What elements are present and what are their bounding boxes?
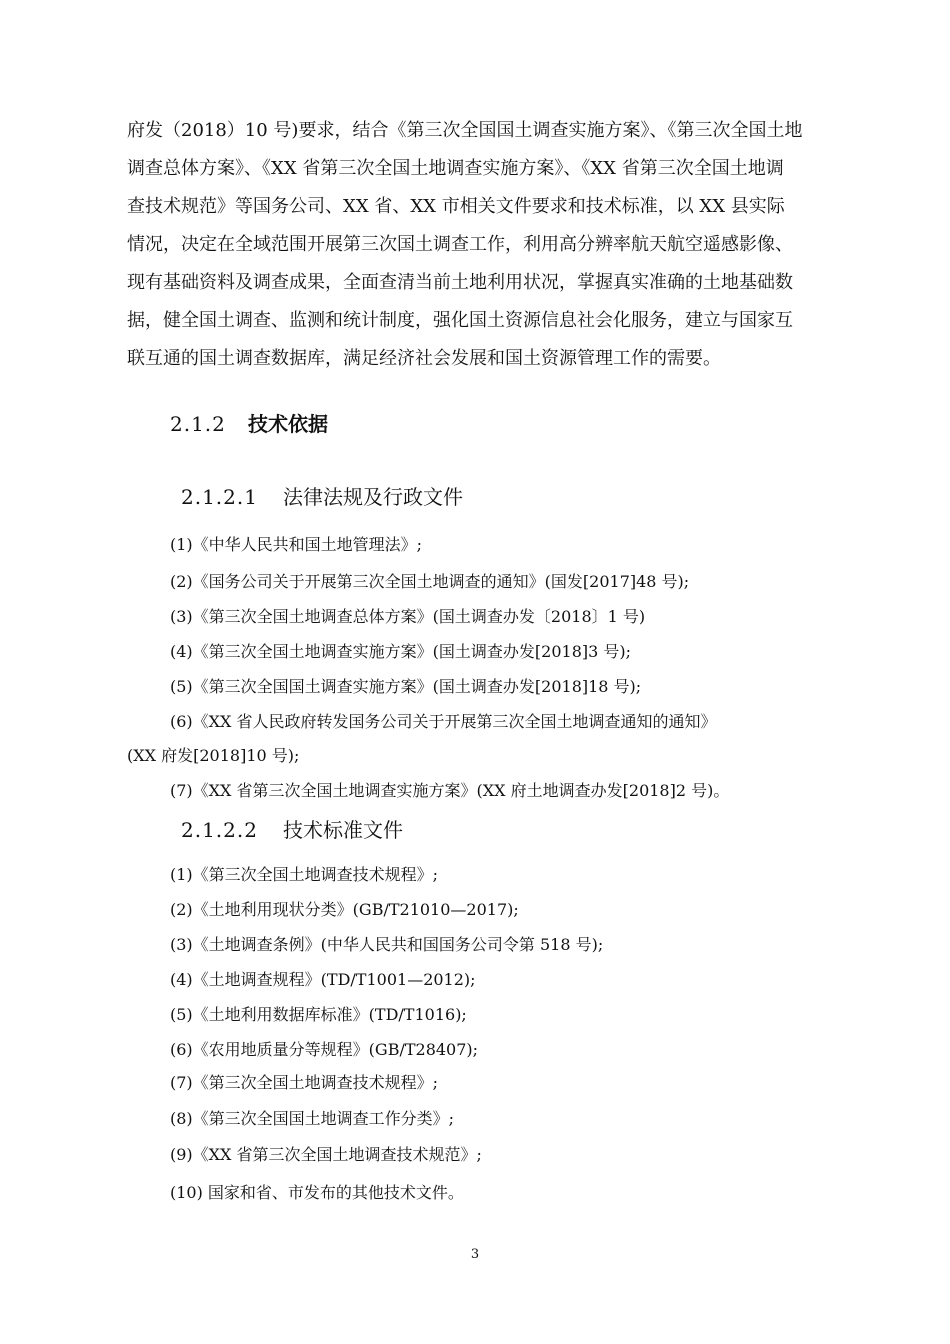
tech-item-2: (2)《土地利用现状分类》(GB/T21010—2017); <box>170 900 519 919</box>
intro-line-1: 府发（2018）10 号)要求，结合《第三次全国国土调查实施方案》、《第三次全国土地 <box>127 120 803 141</box>
section-title: 技术依据 <box>248 412 328 436</box>
section-title: 法律法规及行政文件 <box>283 485 463 509</box>
section-heading-2-1-2-1 <box>181 481 463 510</box>
legal-item-6: (6)《XX 省人民政府转发国务公司关于开展第三次全国土地调查通知的通知》 <box>170 712 717 731</box>
tech-item-10: (10) 国家和省、市发布的其他技术文件。 <box>170 1183 464 1202</box>
tech-item-7: (7)《第三次全国土地调查技术规程》; <box>170 1073 439 1092</box>
tech-item-5: (5)《土地利用数据库标准》(TD/T1016); <box>170 1005 467 1024</box>
intro-line-4: 情况，决定在全域范围开展第三次国土调查工作，利用高分辨率航天航空遥感影像、 <box>127 234 793 255</box>
legal-item-5: (5)《第三次全国国土调查实施方案》(国土调查办发[2018]18 号); <box>170 677 642 696</box>
intro-line-3: 查技术规范》等国务公司、XX 省、XX 市相关文件要求和技术标准，以 XX 县实际 <box>127 196 785 217</box>
legal-item-6-continued: (XX 府发[2018]10 号); <box>127 746 300 765</box>
section-title: 技术标准文件 <box>283 818 403 842</box>
legal-item-1: (1)《中华人民共和国土地管理法》; <box>170 535 423 554</box>
intro-line-5: 现有基础资料及调查成果，全面查清当前土地利用状况，掌握真实准确的土地基础数 <box>127 272 793 293</box>
section-heading-2-1-2-2 <box>181 814 403 843</box>
legal-item-3: (3)《第三次全国土地调查总体方案》(国土调查办发〔2018〕1 号) <box>170 607 646 626</box>
tech-item-9: (9)《XX 省第三次全国土地调查技术规范》; <box>170 1145 482 1164</box>
intro-line-2: 调查总体方案》、《XX 省第三次全国土地调查实施方案》、《XX 省第三次全国土地调 <box>127 158 784 179</box>
page-number: 3 <box>470 1247 480 1262</box>
intro-line-7: 联互通的国土调查数据库，满足经济社会发展和国土资源管理工作的需要。 <box>127 348 721 369</box>
legal-item-2: (2)《国务公司关于开展第三次全国土地调查的通知》(国发[2017]48 号); <box>170 572 690 591</box>
tech-item-6: (6)《农用地质量分等规程》(GB/T28407); <box>170 1040 479 1059</box>
tech-item-1: (1)《第三次全国土地调查技术规程》; <box>170 865 439 884</box>
tech-item-8: (8)《第三次全国国土地调查工作分类》; <box>170 1109 455 1128</box>
tech-item-4: (4)《土地调查规程》(TD/T1001—2012); <box>170 970 476 989</box>
section-number: 2.1.2 <box>170 412 226 436</box>
legal-item-7: (7)《XX 省第三次全国土地调查实施方案》(XX 府土地调查办发[2018]2 号)。 <box>170 781 730 800</box>
legal-item-4: (4)《第三次全国土地调查实施方案》(国土调查办发[2018]3 号); <box>170 642 632 661</box>
section-number: 2.1.2.2 <box>181 818 258 842</box>
intro-line-6: 据，健全国土调查、监测和统计制度，强化国土资源信息社会化服务，建立与国家互 <box>127 310 793 331</box>
section-heading-2-1-2 <box>170 408 328 437</box>
section-number: 2.1.2.1 <box>181 485 258 509</box>
tech-item-3: (3)《土地调查条例》(中华人民共和国国务公司令第 518 号); <box>170 935 604 954</box>
